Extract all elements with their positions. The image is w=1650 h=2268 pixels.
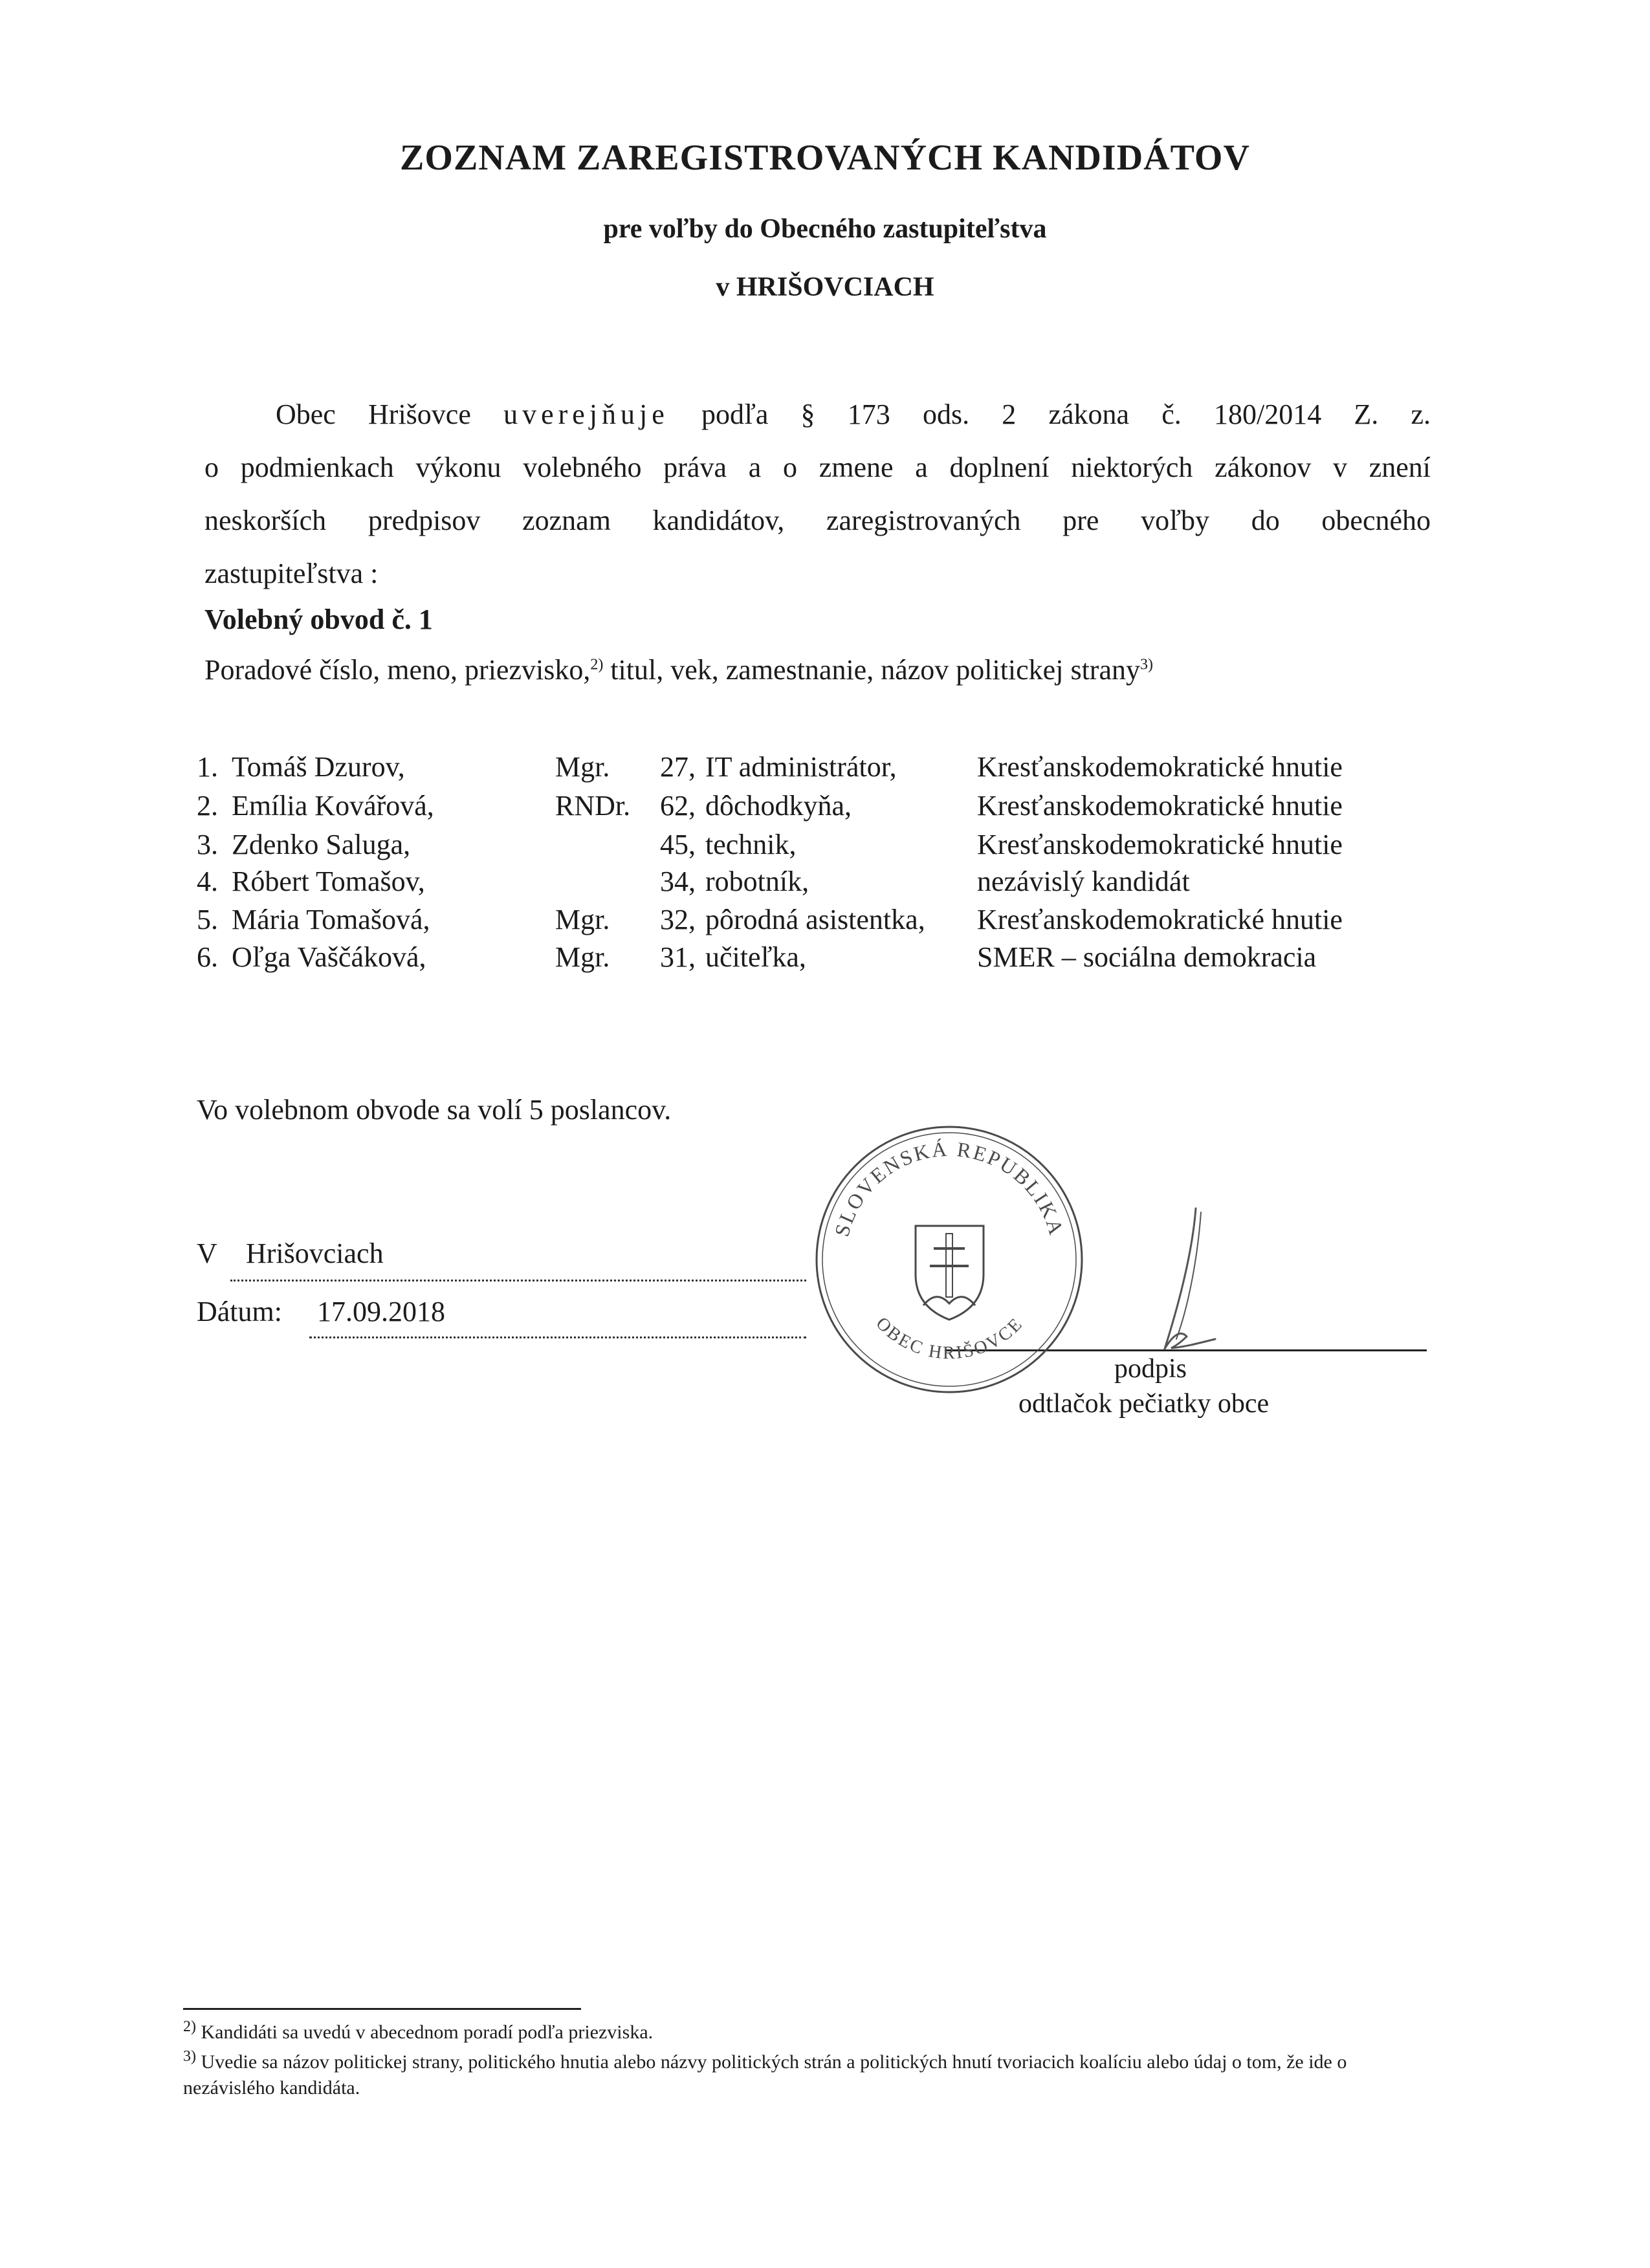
- candidate-job: IT administrátor,: [705, 751, 897, 783]
- footnote-ref-3: 3): [1139, 656, 1153, 673]
- candidate-title: Mgr.: [555, 941, 610, 973]
- candidate-num: 3.: [197, 829, 218, 860]
- handwritten-signature: [1139, 1203, 1223, 1358]
- candidate-age: 34,: [660, 866, 696, 897]
- candidate-party: nezávislý kandidát: [977, 866, 1190, 897]
- candidate-row: [0, 750, 1650, 789]
- intro-paragraph: [204, 388, 1431, 600]
- candidate-party: Kresťanskodemokratické hnutie: [977, 751, 1343, 783]
- candidate-name: Mária Tomašová,: [232, 904, 430, 935]
- legend-part-1: Poradové číslo, meno, priezvisko,: [204, 654, 591, 686]
- document-subtitle: pre voľby do Obecného zastupiteľstva: [603, 214, 1047, 244]
- stamp-label: odtlačok pečiatky obce: [1018, 1389, 1270, 1419]
- candidate-name: Emília Kovářová,: [232, 790, 434, 822]
- candidate-num: 2.: [197, 790, 218, 822]
- footnote-2: [183, 2020, 653, 2045]
- candidate-party: Kresťanskodemokratické hnutie: [977, 904, 1343, 935]
- candidate-legend: [204, 653, 1153, 686]
- municipal-stamp-seal: [812, 1122, 1087, 1397]
- candidate-age: 27,: [660, 751, 696, 783]
- footnote-2-mark: 2): [183, 2018, 196, 2035]
- footnote-3-mark: 3): [183, 2048, 196, 2065]
- footnote-3: [183, 2049, 1425, 2101]
- place-label: V: [197, 1238, 217, 1269]
- candidate-party: Kresťanskodemokratické hnutie: [977, 790, 1343, 822]
- footnote-3-text: Uvedie sa názov politickej strany, politického hnutia alebo názvy politických strán a politických hnutí tvoriacich koalíciu alebo údaj o tom, že ide o nezávislého kandidáta.: [183, 2051, 1347, 2099]
- intro-line-1: [204, 388, 1431, 441]
- stamp-bottom-text: OBEC HRIŠOVCE: [872, 1313, 1028, 1364]
- footnote-ref-2: 2): [590, 656, 604, 673]
- intro-line-4: zastupiteľstva :: [204, 558, 379, 589]
- municipality-heading: v HRIŠOVCIACH: [716, 272, 934, 302]
- intro-line-1-end: podľa § 173 ods. 2 zákona č. 180/2014 Z. z.: [668, 398, 1431, 430]
- candidate-age: 31,: [660, 941, 696, 973]
- coat-of-arms-icon: [916, 1226, 984, 1320]
- footnote-separator: [183, 2008, 581, 2010]
- place-dotted-line: [230, 1280, 806, 1281]
- candidate-num: 4.: [197, 866, 218, 897]
- candidate-num: 6.: [197, 941, 218, 973]
- candidate-row: [0, 828, 1650, 867]
- legend-part-2: titul, vek, zamestnanie, názov politickej strany: [603, 654, 1140, 686]
- candidate-row: [0, 789, 1650, 828]
- candidate-age: 32,: [660, 904, 696, 935]
- stamp-top-text: SLOVENSKÁ REPUBLIKA: [830, 1137, 1069, 1239]
- footnote-2-text: Kandidáti sa uvedú v abecednom poradí podľa priezviska.: [201, 2022, 654, 2043]
- date-dotted-line: [309, 1336, 806, 1338]
- candidate-party: SMER – sociálna demokracia: [977, 941, 1317, 973]
- intro-line-3: neskorších predpisov zoznam kandidátov, zaregistrovaných pre voľby do obecného: [204, 505, 1431, 536]
- intro-line-1-start: Obec Hrišovce: [276, 398, 504, 430]
- candidate-row: [0, 903, 1650, 942]
- candidate-job: učiteľka,: [705, 941, 806, 973]
- candidate-row: [0, 865, 1650, 904]
- candidate-job: robotník,: [705, 866, 809, 897]
- candidate-name: Róbert Tomašov,: [232, 866, 425, 897]
- date-value: 17.09.2018: [317, 1296, 445, 1327]
- candidate-job: pôrodná asistentka,: [705, 904, 925, 935]
- candidate-name: Oľga Vaščáková,: [232, 941, 426, 973]
- candidate-title: Mgr.: [555, 751, 610, 783]
- candidate-title: RNDr.: [555, 790, 631, 822]
- document-title: ZOZNAM ZAREGISTROVANÝCH KANDIDÁTOV: [400, 138, 1250, 178]
- candidate-title: Mgr.: [555, 904, 610, 935]
- candidate-party: Kresťanskodemokratické hnutie: [977, 829, 1343, 860]
- seats-statement: Vo volebnom obvode sa volí 5 poslancov.: [197, 1094, 672, 1126]
- date-label: Dátum:: [197, 1296, 282, 1327]
- district-heading: Volebný obvod č. 1: [204, 604, 433, 635]
- candidate-row: [0, 941, 1650, 979]
- signature-label: podpis: [1114, 1354, 1187, 1384]
- place-value: Hrišovciach: [246, 1238, 384, 1269]
- intro-line-2: o podmienkach výkonu volebného práva a o zmene a doplnení niektorých zákonov v znení: [204, 452, 1431, 483]
- candidate-num: 1.: [197, 751, 218, 783]
- candidate-age: 45,: [660, 829, 696, 860]
- candidate-name: Zdenko Saluga,: [232, 829, 411, 860]
- candidate-job: technik,: [705, 829, 797, 860]
- candidate-num: 5.: [197, 904, 218, 935]
- candidate-name: Tomáš Dzurov,: [232, 751, 405, 783]
- candidate-job: dôchodkyňa,: [705, 790, 852, 822]
- intro-line-1-spaced-word: uverejňuje: [503, 398, 669, 430]
- candidate-age: 62,: [660, 790, 696, 822]
